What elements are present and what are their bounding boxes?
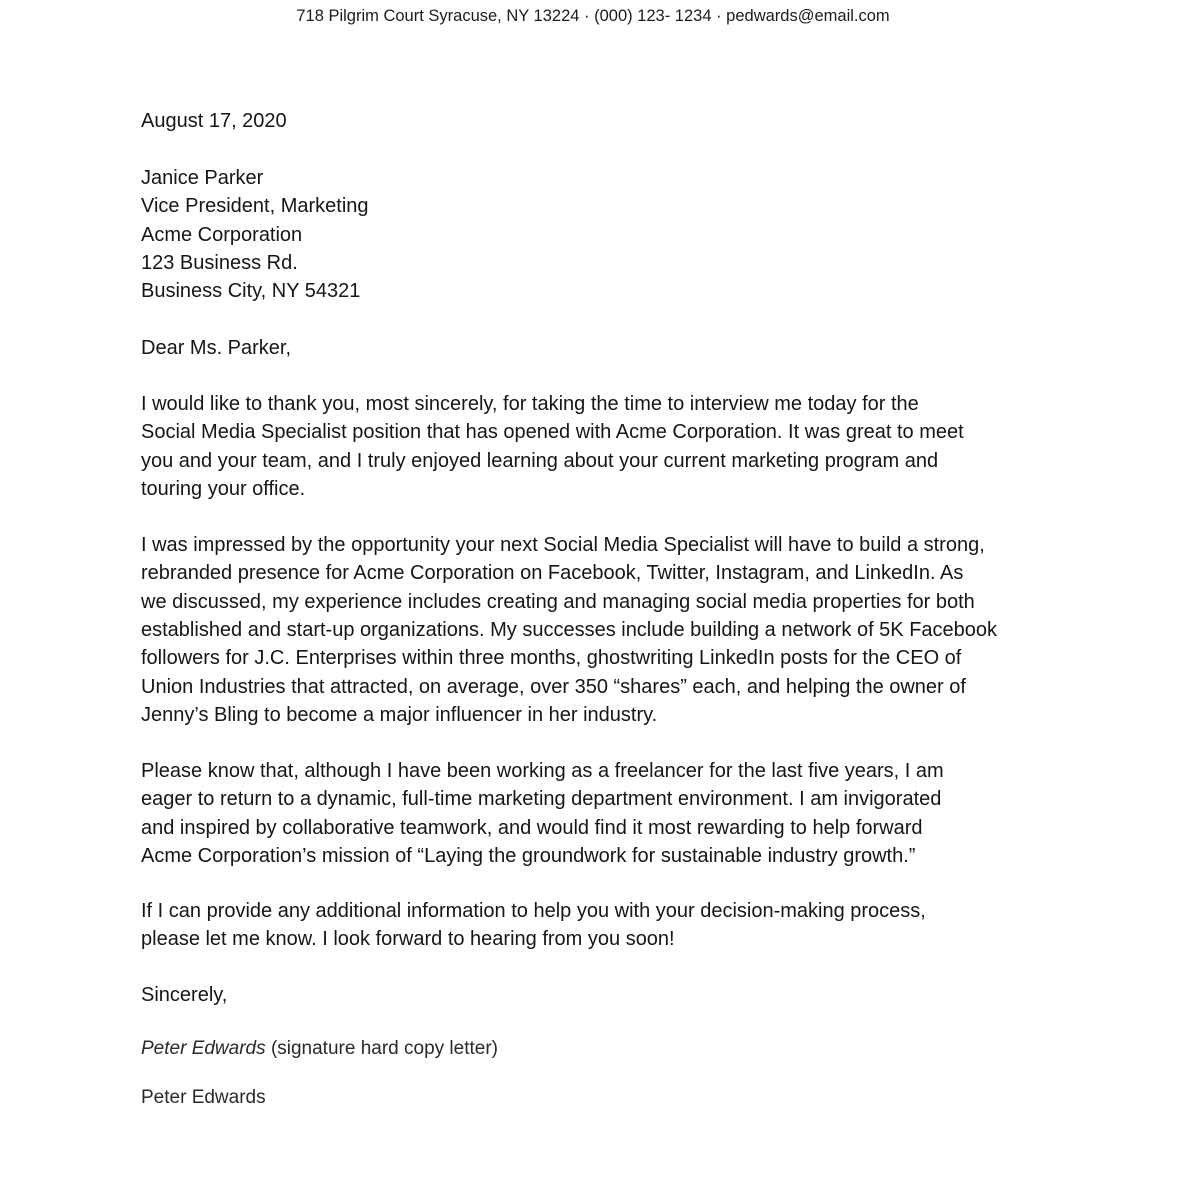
paragraph-line: Social Media Specialist position that has opened with Acme Corporation. It was great to meet: [141, 421, 964, 444]
paragraph-line: If I can provide any additional information to help you with your decision-making process,: [141, 900, 926, 922]
recipient-address: [141, 164, 369, 306]
paragraph-line: Jenny’s Bling to become a major influencer in her industry.: [141, 703, 658, 726]
paragraph-line: and inspired by collaborative teamwork, and would find it most rewarding to help forward: [141, 816, 923, 839]
recipient-city: Business City, NY 54321: [141, 280, 361, 303]
body-paragraph-2: [141, 531, 997, 729]
salutation: Dear Ms. Parker,: [141, 337, 292, 359]
paragraph-line: followers for J.C. Enterprises within three months, ghostwriting LinkedIn posts for the CEO of: [141, 647, 962, 670]
paragraph-line: touring your office.: [141, 477, 306, 500]
recipient-company: Acme Corporation: [141, 223, 303, 246]
letter-date: August 17, 2020: [141, 110, 287, 132]
recipient-street: 123 Business Rd.: [141, 251, 298, 274]
signature-note: (signature hard copy letter): [270, 1038, 498, 1059]
typed-name: Peter Edwards: [141, 1087, 266, 1108]
recipient-name: Janice Parker: [141, 167, 264, 189]
body-paragraph-3: [141, 757, 944, 870]
paragraph-line: established and start-up organizations. My successes include building a network of 5K Facebook: [141, 618, 998, 641]
paragraph-line: Please know that, although I have been working as a freelancer for the last five years, I am: [141, 760, 944, 782]
paragraph-line: Acme Corporation’s mission of “Laying the groundwork for sustainable industry growth.”: [141, 844, 916, 867]
signature-name: Peter Edwards: [141, 1038, 266, 1059]
body-paragraph-1: [141, 390, 964, 503]
paragraph-line: please let me know. I look forward to hearing from you soon!: [141, 928, 675, 951]
paragraph-line: rebranded presence for Acme Corporation on Facebook, Twitter, Instagram, and LinkedIn. As: [141, 562, 964, 585]
paragraph-line: we discussed, my experience includes creating and managing social media properties for both: [141, 590, 975, 613]
letterhead-contact-line: 718 Pilgrim Court Syracuse, NY 13224 · (000) 123- 1234 · pedwards@email.com: [296, 7, 890, 25]
signature-line: [141, 1037, 498, 1061]
recipient-title: Vice President, Marketing: [141, 195, 369, 218]
paragraph-line: Union Industries that attracted, on average, over 350 “shares” each, and helping the owner of: [141, 675, 966, 698]
body-paragraph-4: [141, 897, 926, 954]
paragraph-line: eager to return to a dynamic, full-time marketing department environment. I am invigorated: [141, 788, 942, 811]
closing: Sincerely,: [141, 984, 228, 1006]
paragraph-line: I was impressed by the opportunity your next Social Media Specialist will have to build a strong,: [141, 534, 985, 556]
paragraph-line: you and your team, and I truly enjoyed learning about your current marketing program and: [141, 449, 939, 472]
paragraph-line: I would like to thank you, most sincerely, for taking the time to interview me today for the: [141, 393, 919, 415]
